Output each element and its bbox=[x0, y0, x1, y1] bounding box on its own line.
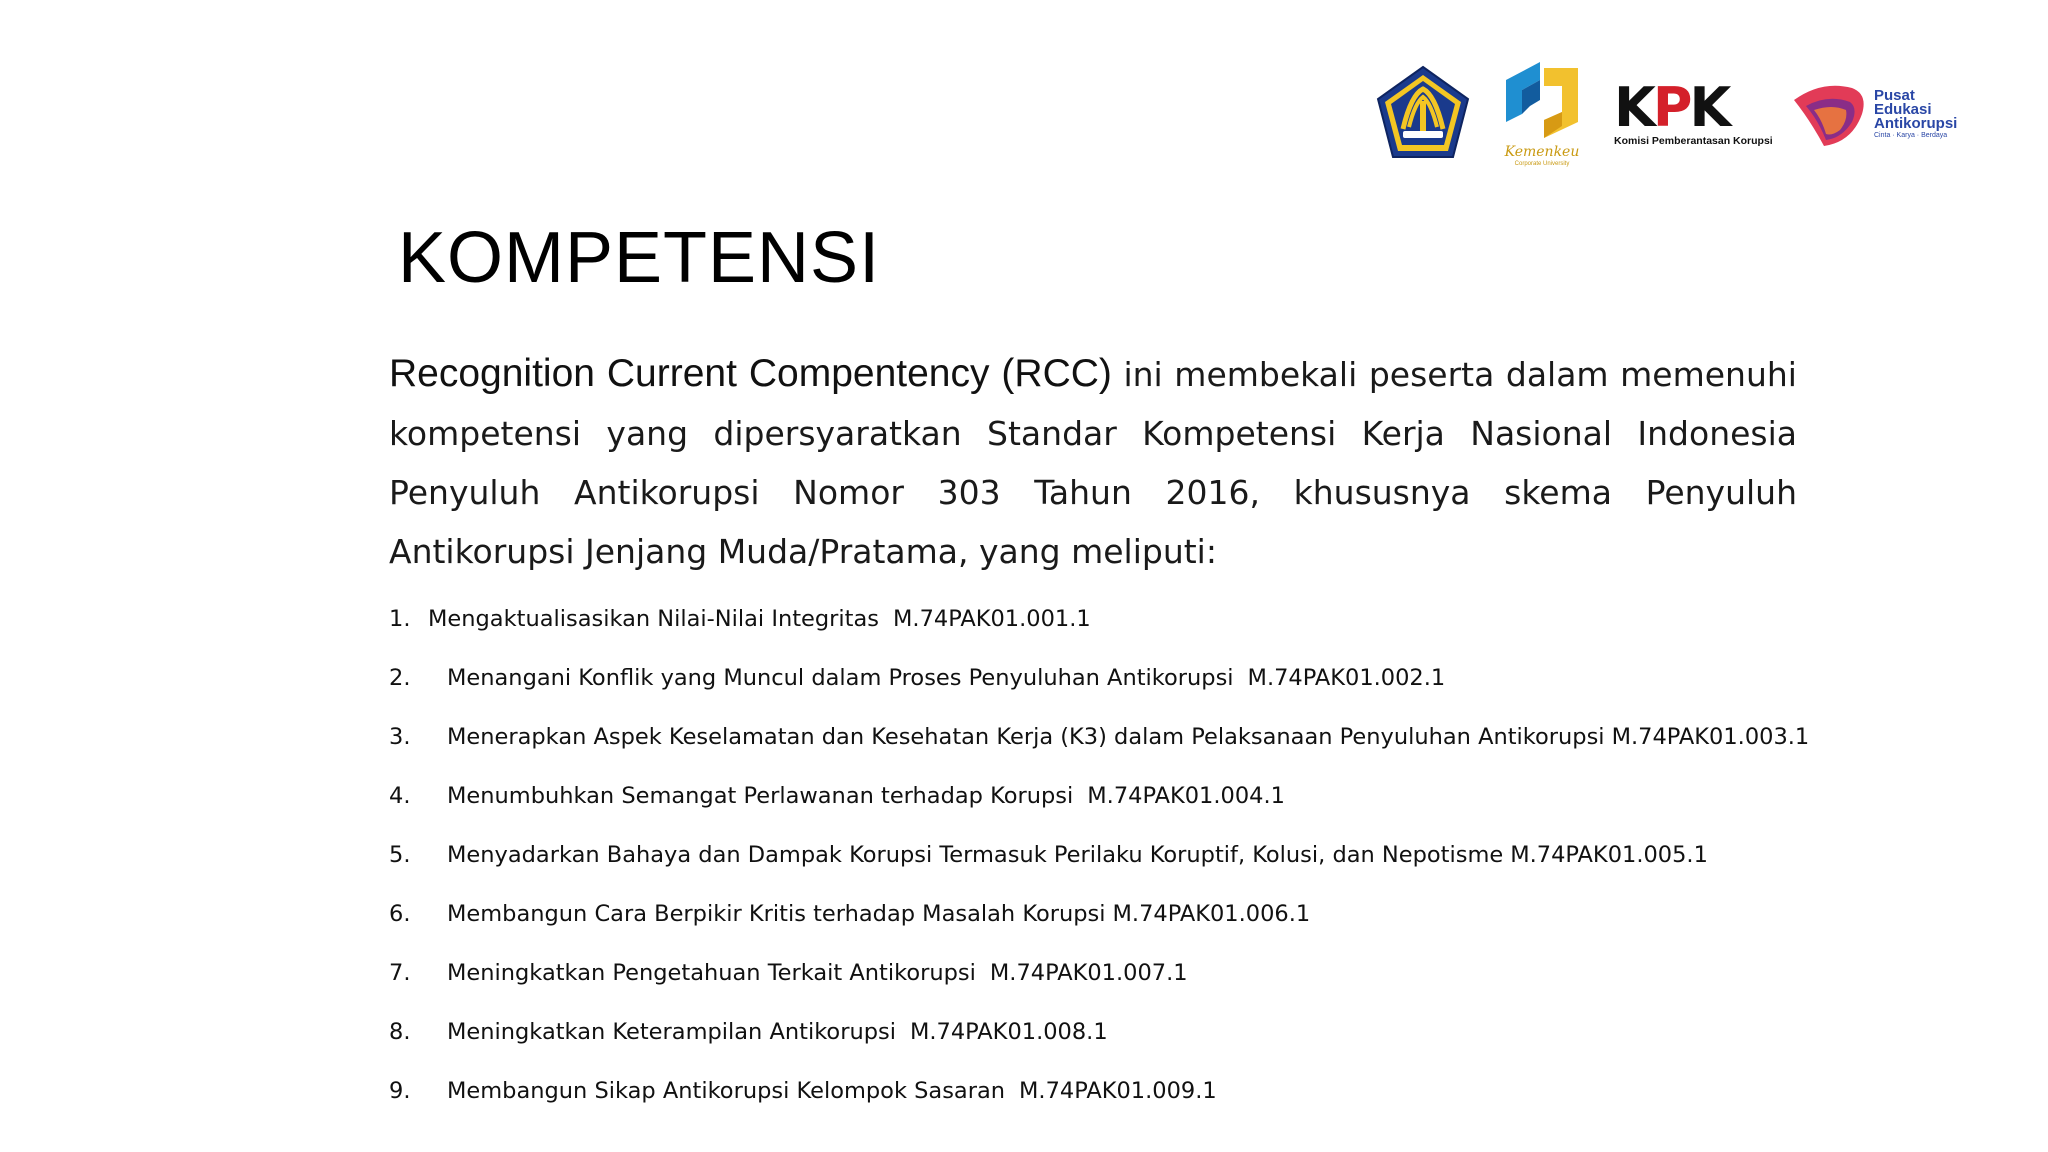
pusat-line-3: Antikorupsi bbox=[1874, 115, 1958, 132]
list-item-number: 3. bbox=[389, 723, 411, 750]
list-item-code: M.74PAK01.002.1 bbox=[1247, 664, 1446, 691]
intro-rest: ini membekali peserta dalam memenuhi kompetensi yang dipersyaratkan Standar Kompetensi Kerja Nasional Indonesia Penyuluh Antikorupsi Nomor 303 Tahun 2016, khususnya skema Penyuluh Antikorupsi Jenjang Muda/Pratama, yang meliputi: bbox=[389, 355, 1797, 571]
list-item-number: 8. bbox=[389, 1018, 411, 1045]
intro-paragraph bbox=[389, 344, 1797, 581]
header-logos bbox=[1372, 60, 1967, 170]
list-item bbox=[389, 1061, 1839, 1120]
list-item bbox=[389, 648, 1839, 707]
list-item bbox=[389, 589, 1839, 648]
list-item-code: M.74PAK01.009.1 bbox=[1019, 1077, 1217, 1104]
list-item-text: Menyadarkan Bahaya dan Dampak Korupsi Termasuk Perilaku Koruptif, Kolusi, dan Nepotisme bbox=[447, 841, 1504, 868]
list-item bbox=[389, 825, 1839, 884]
kpk-logo bbox=[1614, 75, 1780, 155]
pusat-tagline: Cinta · Karya · Berdaya bbox=[1874, 132, 1948, 139]
kpk-subtitle: Komisi Pemberantasan Korupsi bbox=[1614, 135, 1773, 147]
list-item-code: M.74PAK01.007.1 bbox=[989, 959, 1188, 986]
list-item-code: M.74PAK01.004.1 bbox=[1087, 782, 1285, 809]
list-item-text: Menerapkan Aspek Keselamatan dan Kesehatan Kerja (K3) dalam Pelaksanaan Penyuluhan Antikorupsi bbox=[447, 723, 1605, 750]
kpk-wordmark: KPK bbox=[1614, 76, 1729, 139]
list-item-number: 7. bbox=[389, 959, 411, 986]
list-item-text: Menumbuhkan Semangat Perlawanan terhadap Korupsi bbox=[447, 782, 1074, 809]
list-item-text: Mengaktualisasikan Nilai-Nilai Integritas bbox=[428, 605, 879, 632]
kemenkeu-emblem-icon bbox=[1372, 65, 1474, 165]
page-title: KOMPETENSI bbox=[398, 218, 881, 298]
list-item-text: Membangun Sikap Antikorupsi Kelompok Sasaran bbox=[447, 1077, 1006, 1104]
list-item-code: M.74PAK01.003.1 bbox=[1611, 723, 1810, 750]
pusat-edukasi-logo bbox=[1792, 75, 1967, 155]
pusat-line-2: Edukasi bbox=[1874, 101, 1932, 118]
list-item-number: 1. bbox=[389, 605, 411, 632]
list-item-number: 4. bbox=[389, 782, 411, 809]
kemenkeu-cu-sub: Corporate University bbox=[1514, 161, 1570, 167]
intro-lead: Recognition Current Compentency (RCC) bbox=[389, 352, 1112, 395]
kemenkeu-cu-mark-icon bbox=[1500, 60, 1584, 140]
list-item bbox=[389, 884, 1839, 943]
list-item-code: M.74PAK01.001.1 bbox=[893, 605, 1091, 632]
list-item bbox=[389, 1002, 1839, 1061]
list-item-text: Meningkatkan Keterampilan Antikorupsi bbox=[447, 1018, 896, 1045]
list-item-number: 5. bbox=[389, 841, 411, 868]
list-item bbox=[389, 943, 1839, 1002]
list-item-number: 6. bbox=[389, 900, 411, 927]
kemenkeu-cu-logo bbox=[1500, 60, 1584, 170]
pusat-line-1: Pusat bbox=[1874, 87, 1915, 104]
list-item bbox=[389, 766, 1839, 825]
list-item-text: Meningkatkan Pengetahuan Terkait Antikorupsi bbox=[447, 959, 976, 986]
list-item bbox=[389, 707, 1839, 766]
kemenkeu-cu-text: Kemenkeu bbox=[1504, 144, 1580, 160]
list-item-number: 9. bbox=[389, 1077, 411, 1104]
list-item-text: Membangun Cara Berpikir Kritis terhadap Masalah Korupsi bbox=[447, 900, 1106, 927]
list-item-text: Menangani Konflik yang Muncul dalam Proses Penyuluhan Antikorupsi bbox=[447, 664, 1234, 691]
list-item-code: M.74PAK01.008.1 bbox=[909, 1018, 1108, 1045]
list-item-number: 2. bbox=[389, 664, 411, 691]
pusat-edukasi-text bbox=[1874, 89, 1957, 141]
list-item-code: M.74PAK01.005.1 bbox=[1510, 841, 1708, 868]
competency-list bbox=[389, 589, 1839, 1120]
list-item-code: M.74PAK01.006.1 bbox=[1112, 900, 1311, 927]
pusat-edukasi-mark-icon bbox=[1792, 80, 1870, 150]
